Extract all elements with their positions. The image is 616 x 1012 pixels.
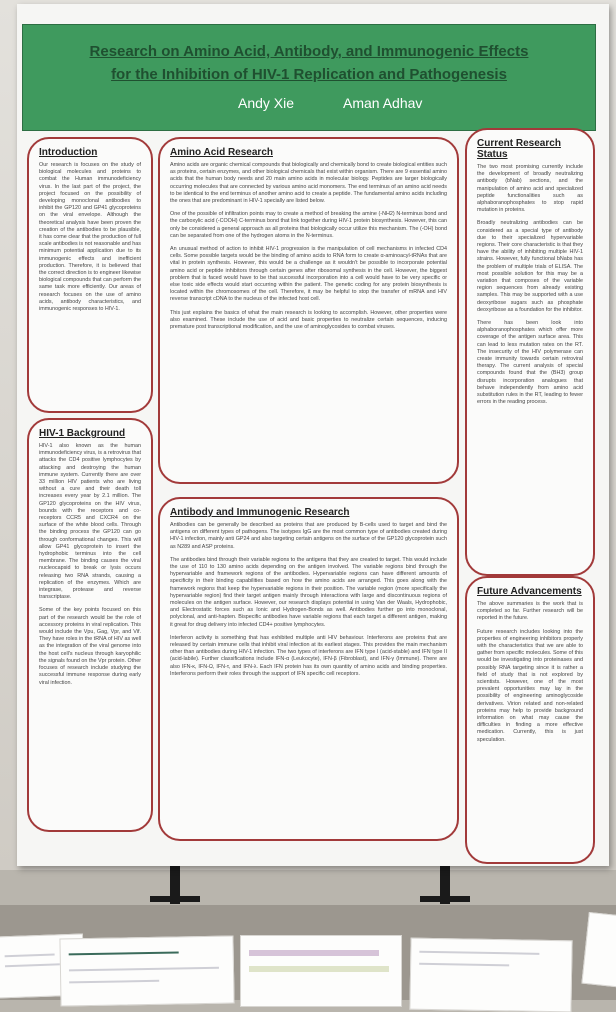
handout-paper xyxy=(409,938,572,1012)
section-paragraph: The two most promising currently include the development of broadly neutralizing antibody (bNab) sections, and the manipulation of amino acid and specialized peptide functionalities such as alphaboranophosphates to stop rapid mutation in proteins. xyxy=(477,164,583,214)
author-name: Andy Xie xyxy=(238,95,295,111)
section-paragraph: An unusual method of action to inhibit HIV-1 progression is the manipulation of cell mechanisms in infected CD4 cells. Some possible targets would be the binding of amino acids to RNA form to create α-aminoacyl-tRNAs that are vital in protein synthesis. However, this would be a challenge as it wouldn't be possible to incorporate potential amino acid or peptide inhibitors through certain genes after ribosomal synthesis in the cell. However, the biggest problem that is faced would have to be that successful incorporation into a cell would have to be very specific or else toxic side effects would start occurring within the patient. The genetic coding for any protein biosynthesis is located within the chromosomes of the cell. Therefore, it may be helpful to stop the transfer of mRNA and HIV reverse transcript cDNA to the nucleus of the infected host cell. xyxy=(170,246,447,303)
section-paragraph: Future research includes looking into the properties of engineering inhibitors properly with the characteristics that we are able to gather from specific molecules. Some of this would be investigating into proteinases and possibly RNA targeting since it is rather a field of study that is not explored by scientists. However, one of the most prevalent opportunities may lay in the possibility of engineering aminoglycoside derivatives. Virion related and non-related proteins may help to provide background information on what may cause the difficulties in finding a more effective medication. Currently, this is just speculation. xyxy=(477,628,583,743)
hiv-background-section xyxy=(27,418,153,832)
section-paragraph: The antibodies bind through their variable regions to the antigens that they are created to target. This would include the use of 110 to 130 amino acids depending on the antigen involved. The variable regions bind through the hypervariable and framework regions of the antibodies. Hypervariable regions can have different amounts of specificity in their binding capabilities based on how the amino acids are arranged. This goes along with the framework regions that keep the hypervariable regions in their position. The variable region (more specifically the hypervariable region) find their target antigen mainly through interactions with large and discontinuous regions of molecules on the antigen surface. However, our research displays potential in using Van der Waals, Hydrophobic, and Electrostatic forces such as Ionic and Hydrogen-Bonds as well. Antibodies further go into monoclonal, polyclonal, and anti-hapten. Bispecific antibodies have variable regions that each target a different antigen, making it great for drug delivery into infected CD4+ positive lymphocytes. xyxy=(170,556,447,628)
display-table xyxy=(0,905,616,1000)
section-paragraph: The above summaries is the work that is completed so far. Further research will be reported in the future. xyxy=(477,601,583,622)
amino-acid-section xyxy=(158,137,459,484)
section-heading: Introduction xyxy=(39,147,98,158)
handout-paper xyxy=(59,935,234,1006)
section-paragraph: There has been look into alphaboranophosphates which offer more coverage of the antigen surface area. This can lead to less mutation rates on the RT. The insecurity of the HIV polymerase can create immunity towards certain retroviral therapy. The current analysis of special compounds found that the (BH3) group disrupts incorporation analogues that behave independently from amino acid substitution rules in the RT, leading to fewer errors in the reading process. xyxy=(477,320,583,406)
section-heading: Future Advancements xyxy=(477,586,582,597)
future-advancements-section xyxy=(465,576,595,864)
section-paragraph: Our research is focuses on the study of biological molecules and proteins to combat the Human immunodeficiency virus. In the last part of the project, the project focused on the possibility of developing monoclonal antibodies to inhibit the GP120 and GP41 glycoproteins on the viral envelope. Although the theoretical analysis have been proven the creation of the antibodies to be plausible, it has come clear that the production of full scale antibodies is not reasonable and has minimum potential application due to its immunogenic effects and inefficient production. Therefore, it is believed that the correct direction is to engineer likewise biological compounds that can perform the same task more efficiently. Our areas of research focuses on the use of amino acids, antibody characteristics, and immunogenic responses to HIV-1. xyxy=(39,162,141,313)
author-name: Aman Adhav xyxy=(343,95,423,111)
introduction-section xyxy=(27,137,153,413)
poster-title-line1: Research on Amino Acid, Antibody, and Immunogenic Effects xyxy=(89,43,529,60)
section-paragraph: Some of the key points focused on this part of the research would be the role of accessory proteins in viral replication. This would include the Vpu, Gag, Vpr, and Vif. They have roles in the tRNA of HIV as well as the integration of the viral genome into the host cell's nucleus through karyophilic the signals found on the Vpr protein. Other focuses of research include studying the successful immune response during early viral infection. xyxy=(39,607,141,686)
section-heading: Antibody and Immunogenic Research xyxy=(170,507,350,518)
section-paragraph: This just explains the basics of what the main research is looking to accomplish. However, other properties were also examined. These include the use of acid and basic properties to neutralize certain sequences, inducing premature post transcriptional modification, and the use of aminoglycosides to combat viruses. xyxy=(170,309,447,331)
section-heading: Current Research Status xyxy=(477,138,561,160)
section-paragraph: HIV-1 also known as the human immunodeficiency virus, is a retrovirus that attacks the CD4 positive lymphocytes by attacking and destroying the human immune system. Currently there are over 33 million HIV patients who are living without a cure and their death toll increases every year by 2.1 million. The GP120 glycoproteins on the HIV virus, bounds with the receptors and co-receptors CCR5 and CXCR4 on the surface of the white blood cells. Through the binding process the GP120 can go through conformational changes. This will allow GP41 glycoprotein to insert the hydrophobic terminus into the cell membrane. The binding causes the viral nucleocapsid to break or lysis occurs releasing two RNA strands, causing a replication of the enzymes. Which are integrase, protease and reverse transcriptase. xyxy=(39,443,141,601)
section-paragraph: Antibodies can be generally be described as proteins that are produced by B-cells used to target and bind the antigens on different types of pathogens. The isotypes IgG are the most common type of antibodies created during HIV-1 infection, mainly anti GP24 and also targeting certain antigens on the surface of the GP120 glycoprotein such as N289 and ASP proteins. xyxy=(170,522,447,550)
section-paragraph: Interferon activity is something that has exhibited multiple anti HIV behaviour. Interferons are proteins that are released by certain immune cells that inhibit viral infection at its earliest stages. This provides the main mechanism other than antibodies during HIV-1 infection. The two types of interferons are IFN type I (acid-stable) and IFN type II (acid-labile). Further classifications include IFN-α (Leukocyte), IFN-β (Fibroblast), and IFN-γ (Immune). There are also IFN-κ, IFN-Ω, IFN-τ, and IFN-λ. Each IFN protein has its own quantity of amino acids and binding properties. Interferons perform their roles through the support of IFN specific cell receptors. xyxy=(170,634,447,677)
poster-header xyxy=(22,24,596,131)
handout-paper xyxy=(240,935,402,1007)
research-status-section xyxy=(465,128,595,576)
section-paragraph: Broadly neutralizing antibodies can be considered as a special type of antibody due to their specialized hypervariable regions. Their core characteristic is that they have the ability of inhibiting multiple HIV-1 strains. However, fully functional bNabs has the problem of multiple trials of ELISA. The most possible solution for this may be a variation that composes of the variable region sequences from already existing samples. This may be supported with a use deoxyribose sugars such as phosphate deoxyribose as a foundation for the inhibitor. xyxy=(477,220,583,313)
handout-paper xyxy=(581,912,616,990)
antibody-section xyxy=(158,497,459,841)
poster-title-line2: for the Inhibition of HIV-1 Replication and Pathogenesis xyxy=(111,66,507,83)
section-heading: HIV-1 Background xyxy=(39,428,126,439)
section-paragraph: Amino acids are organic chemical compounds that biologically and chemically bond to create biological entities such as proteins, certain enzymes, and other biological chemicals that exist within organism. There are 9 essential amino acids that the human body needs and 20 main amino acids in molecular biology. Peptides are larger biologically occurring molecules that are connected by various amino acid monomers. The end terminus of an amino acid needs to be identical to the end terminus of another amino acid to create a peptide. The fundamental amino acids including the ones that are predominant in HIV-1 specially are listed below. xyxy=(170,162,447,205)
section-heading: Amino Acid Research xyxy=(170,147,273,158)
section-paragraph: One of the possible of infiltration points may to create a method of breaking the amine (-NH2) N-terminus bond and the carboxylic acid (-COOH) C-terminus bond that link together during HIV-1 protein biosynthesis. However, this can only be considered a general approach as all proteins that biologically occur utilize this mechanism. The (-OH) bond can be separated from one of the hydrogen atoms in the N-terminus. xyxy=(170,211,447,239)
